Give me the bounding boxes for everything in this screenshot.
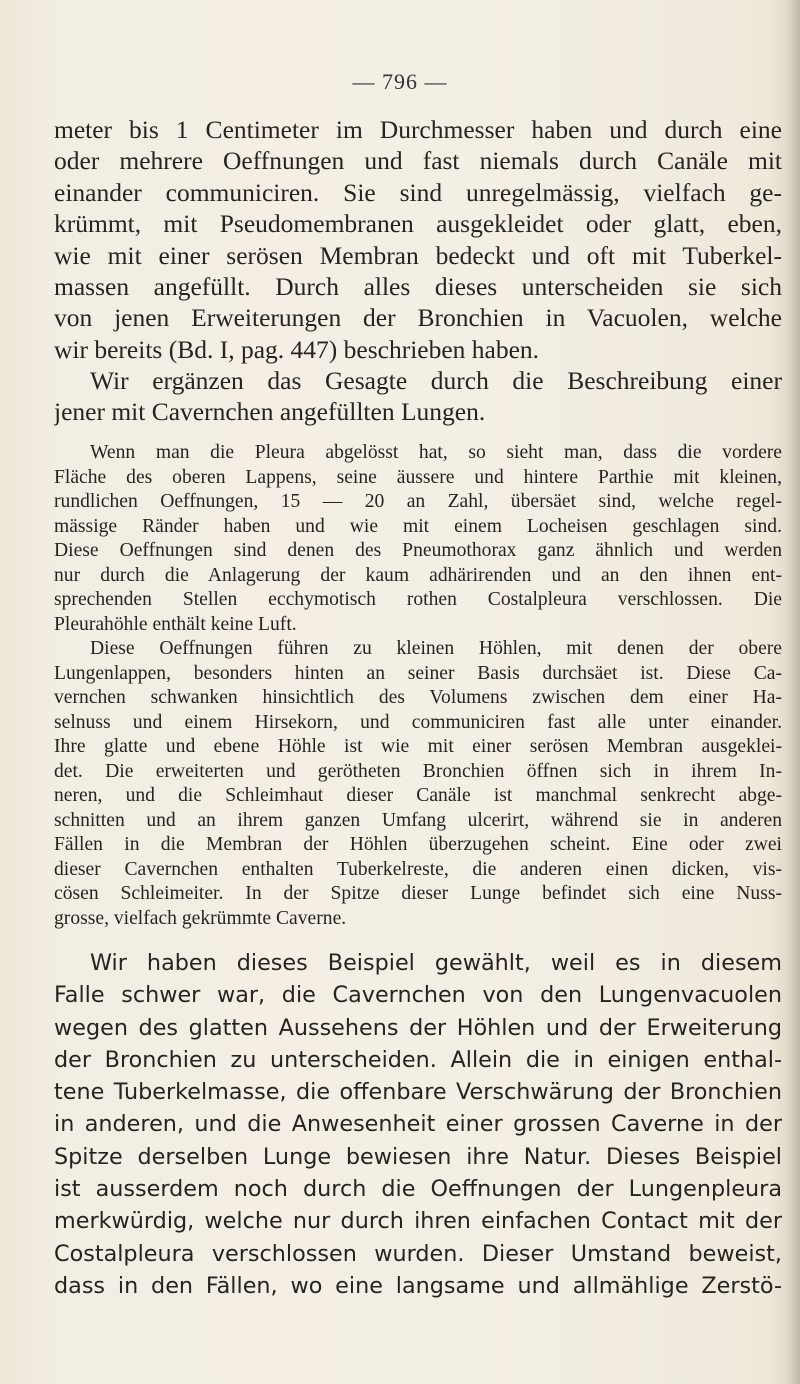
page-edge-shadow <box>786 0 800 1384</box>
text-line: schnitten und an ihrem ganzen Umfang ulcerirt, während sie in anderen <box>54 809 782 831</box>
text-line: Wir ergänzen das Gesagte durch die Beschreibung einer <box>90 366 782 395</box>
text-line: Fällen in die Membran der Höhlen überzugehen scheint. Eine oder zwei <box>54 834 782 855</box>
text-line: oder mehrere Oeffnungen und fast niemals durch Canäle mit <box>54 146 782 176</box>
text-line: der Bronchien zu unterscheiden. Allein die in einigen enthal- <box>54 1046 782 1073</box>
text-line: Fläche des oberen Lappens, seine äussere und hintere Parthie mit kleinen, <box>54 466 782 488</box>
text-line: neren, und die Schleimhaut dieser Canäle ist manchmal senkrecht abge- <box>54 785 782 806</box>
small-paragraph-1 <box>54 441 782 637</box>
text-line: wegen des glatten Aussehens der Höhlen und der Erweiterung <box>54 1014 782 1041</box>
paragraph-3 <box>54 947 782 1302</box>
text-line: tene Tuberkelmasse, die offenbare Verschwärung der Bronchien <box>54 1079 782 1106</box>
text-line: dieser Cavernchen enthalten Tuberkelreste, die anderen einen dicken, vis- <box>54 858 782 880</box>
text-line: Wir haben dieses Beispiel gewählt, weil es in diesem <box>90 950 782 976</box>
small-paragraph-2 <box>54 637 782 931</box>
text-line: krümmt, mit Pseudomembranen ausgekleidet oder glatt, eben, <box>54 209 782 239</box>
paragraph-1 <box>54 114 782 365</box>
paragraph-2 <box>54 365 782 428</box>
page-number: — 796 — <box>352 69 448 94</box>
text-line: vernchen schwanken hinsichtlich des Volumens zwischen dem einer Ha- <box>54 687 782 708</box>
text-line: Spitze derselben Lunge bewiesen ihre Natur. Dieses Beispiel <box>54 1143 782 1170</box>
text-line: Lungenlappen, besonders hinten an seiner Basis durchsäet ist. Diese Ca- <box>54 662 782 684</box>
text-line: mässige Ränder haben und wie mit einem Locheisen geschlagen sind. <box>54 515 782 537</box>
text-line: einander communiciren. Sie sind unregelmässig, vielfach ge- <box>54 177 782 207</box>
text-line: cösen Schleimeiter. In der Spitze dieser Lunge befindet sich eine Nuss- <box>54 883 782 904</box>
text-line: wir bereits (Bd. I, pag. 447) beschrieben haben. <box>54 334 540 364</box>
text-line: selnuss und einem Hirsekorn, und communiciren fast alle unter einander. <box>54 711 782 733</box>
text-line: merkwürdig, welche nur durch ihren einfachen Contact mit der <box>54 1208 782 1235</box>
text-line: sprechenden Stellen ecchymotisch rothen Costalpleura verschlossen. Die <box>54 589 782 610</box>
text-line: wie mit einer serösen Membran bedeckt und oft mit Tuberkel- <box>54 240 782 270</box>
text-line: det. Die erweiterten und gerötheten Bronchien öffnen sich in ihrem In- <box>54 760 782 782</box>
text-line: rundlichen Oeffnungen, 15 — 20 an Zahl, übersäet sind, welche regel- <box>54 491 782 512</box>
text-line: von jenen Erweiterungen der Bronchien in Vacuolen, welche <box>54 303 782 333</box>
text-line: Falle schwer war, die Cavernchen von den Lungenvacuolen <box>54 982 782 1009</box>
text-line: ist ausserdem noch durch die Oeffnungen der Lungenpleura <box>54 1176 782 1203</box>
text-line: dass in den Fällen, wo eine langsame und allmählige Zerstö- <box>54 1272 782 1299</box>
text-line: Diese Oeffnungen sind denen des Pneumothorax ganz ähnlich und werden <box>54 540 782 561</box>
text-line: Ihre glatte und ebene Höhle ist wie mit einer serösen Membran ausgeklei- <box>54 736 782 757</box>
text-line: in anderen, und die Anwesenheit einer grossen Caverne in der <box>54 1111 782 1138</box>
text-line: nur durch die Anlagerung der kaum adhärirenden und an den ihnen ent- <box>54 564 782 586</box>
text-line: meter bis 1 Centimeter im Durchmesser haben und durch eine <box>54 115 782 144</box>
text-line: massen angefüllt. Durch alles dieses unterscheiden sie sich <box>54 271 782 301</box>
text-line: grosse, vielfach gekrümmte Caverne. <box>54 907 347 929</box>
text-line: Costalpleura verschlossen wurden. Dieser Umstand beweist, <box>54 1240 782 1267</box>
text-line: Pleurahöhle enthält keine Luft. <box>54 613 297 635</box>
text-line: Wenn man die Pleura abgelösst hat, so sieht man, dass die vordere <box>90 442 782 463</box>
text-line: jener mit Cavernchen angefüllten Lungen. <box>54 397 486 427</box>
text-line: Diese Oeffnungen führen zu kleinen Höhlen, mit denen der obere <box>90 638 782 659</box>
